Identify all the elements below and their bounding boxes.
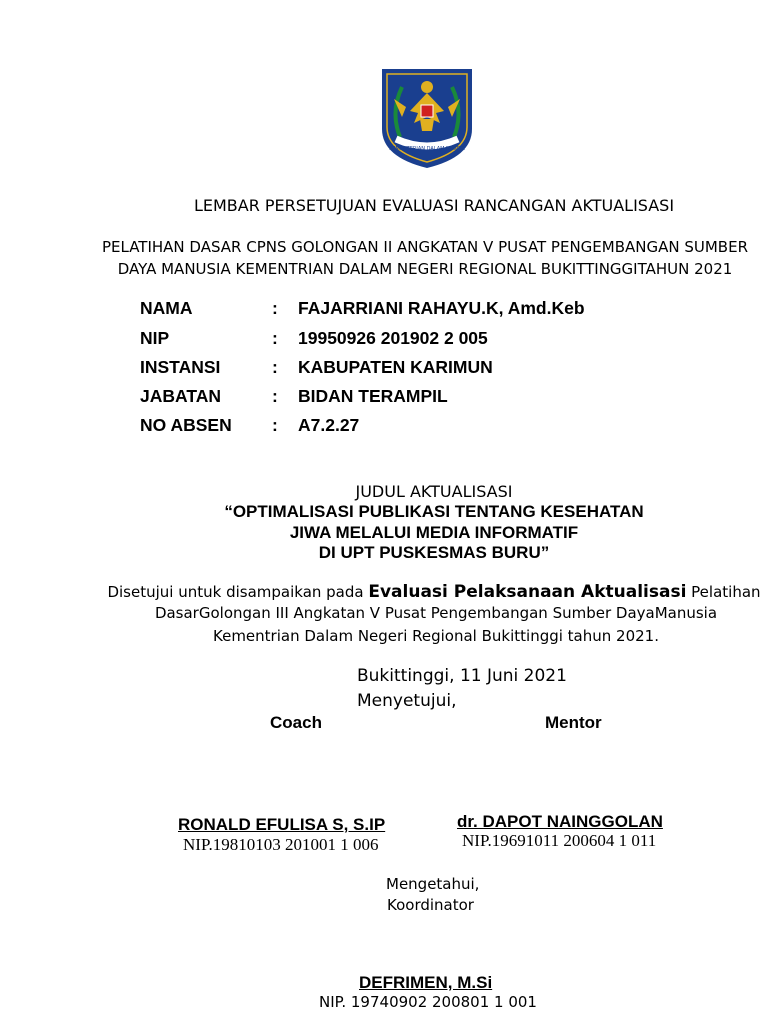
document-title: LEMBAR PERSETUJUAN EVALUASI RANCANGAN AKTUALISASI: [193, 196, 675, 215]
mentor-role: Mentor: [545, 713, 602, 732]
menyetujui-label: Menyetujui,: [357, 691, 457, 711]
mentor-nip: NIP.19691011 200604 1 011: [462, 831, 657, 850]
identity-label: INSTANSI: [140, 357, 221, 377]
mengetahui-label: Mengetahui,: [386, 875, 480, 893]
identity-value: BIDAN TERAMPIL: [298, 386, 448, 406]
subtitle-line-1: PELATIHAN DASAR CPNS GOLONGAN II ANGKATAN V PUSAT PENGEMBANGAN SUMBER: [101, 238, 748, 256]
identity-value: 19950926 201902 2 005: [298, 328, 488, 348]
identity-label: NAMA: [140, 298, 193, 318]
identity-label: JABATAN: [140, 386, 222, 406]
identity-label: NO ABSEN: [140, 415, 232, 435]
identity-separator: :: [272, 386, 278, 406]
identity-label: NIP: [140, 328, 170, 348]
coach-nip: NIP.19810103 201001 1 006: [183, 835, 379, 854]
kemendagri-emblem: [380, 67, 474, 170]
judul-heading: JUDUL AKTUALISASI: [355, 482, 513, 501]
emblem-text: KEMENTERIAN DALAM NEGERI: [389, 146, 465, 152]
identity-separator: :: [272, 328, 278, 348]
identity-separator: :: [272, 357, 278, 377]
koordinator-name: DEFRIMEN, M.Si: [359, 973, 493, 992]
identity-value: KABUPATEN KARIMUN: [298, 357, 493, 377]
approval-line-3: Kementrian Dalam Negeri Regional Bukittinggi tahun 2021.: [213, 627, 659, 645]
approval-bold-text: Evaluasi Pelaksanaan Aktualisasi: [368, 582, 687, 602]
identity-separator: :: [272, 298, 278, 318]
identity-value: FAJARRIANI RAHAYU.K, Amd.Keb: [298, 298, 585, 318]
coach-role: Coach: [270, 713, 322, 732]
koordinator-nip: NIP. 19740902 200801 1 001: [319, 993, 537, 1011]
approval-text: Pelatihan: [686, 583, 761, 601]
mentor-name: dr. DAPOT NAINGGOLAN: [457, 812, 663, 831]
place-date: Bukittinggi, 11 Juni 2021: [357, 666, 567, 686]
coach-name: RONALD EFULISA S, S.IP: [178, 815, 386, 834]
judul-line-1: “OPTIMALISASI PUBLIKASI TENTANG KESEHATAN: [224, 502, 644, 521]
identity-separator: :: [272, 415, 278, 435]
approval-text: Disetujui untuk disampaikan pada: [107, 583, 369, 601]
judul-line-2: JIWA MELALUI MEDIA INFORMATIF: [289, 523, 579, 542]
identity-value: A7.2.27: [298, 415, 360, 435]
approval-line-1: [0, 582, 768, 602]
approval-line-2: DasarGolongan III Angkatan V Pusat Pengembangan Sumber DayaManusia: [154, 604, 718, 622]
koordinator-role: Koordinator: [387, 896, 474, 914]
subtitle-line-2: DAYA MANUSIA KEMENTRIAN DALAM NEGERI REGIONAL BUKITTINGGITAHUN 2021: [117, 260, 733, 278]
judul-line-3: DI UPT PUSKESMAS BURU”: [318, 543, 550, 562]
